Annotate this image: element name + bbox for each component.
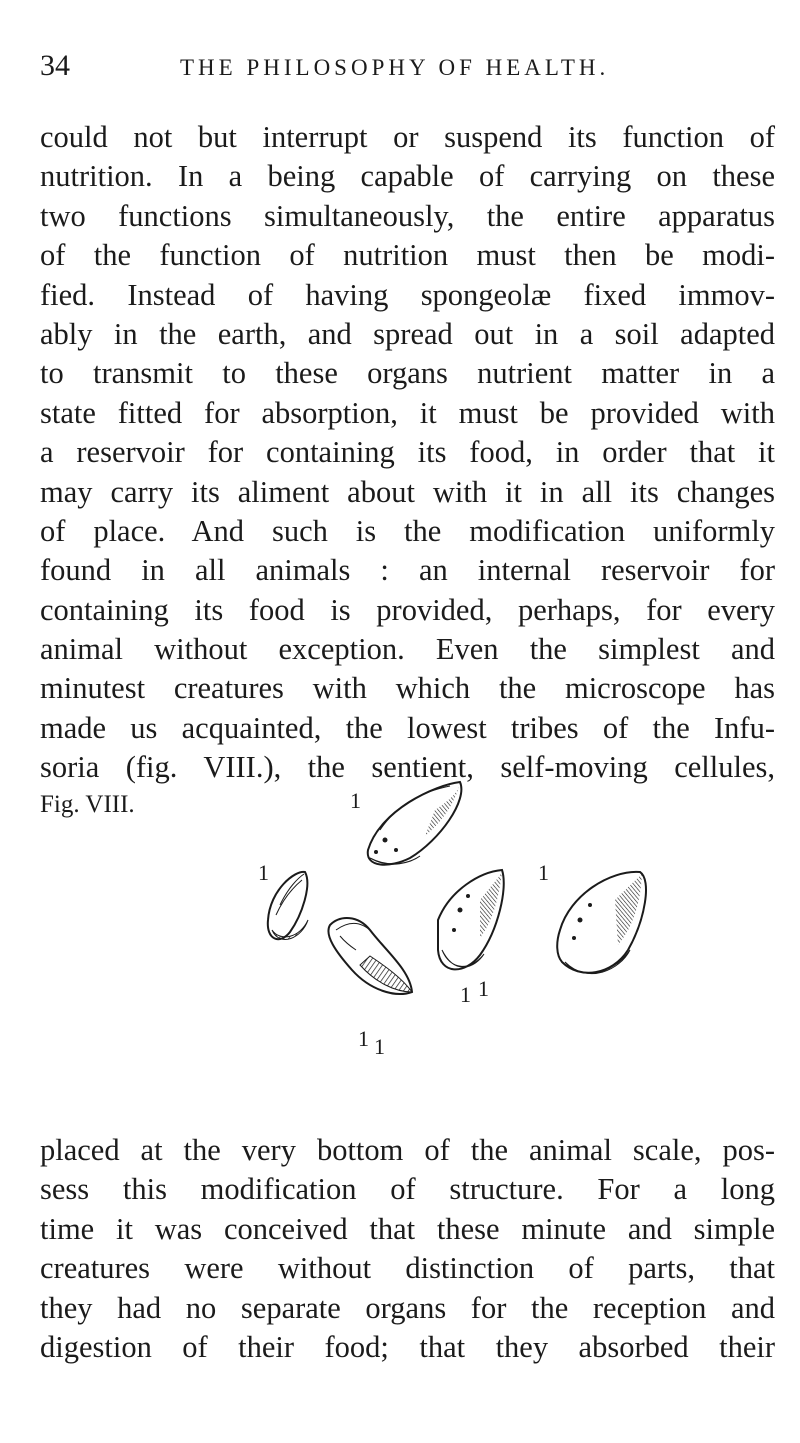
figure-numeral: 1 — [538, 860, 549, 885]
text-line: may carry its aliment about with it in all its changes — [40, 474, 775, 509]
figure-numeral: 1 — [460, 982, 471, 1007]
figure-numeral: 1 — [258, 860, 269, 885]
paragraph-bottom — [40, 1131, 775, 1367]
running-title: THE PHILOSOPHY OF HEALTH. — [180, 55, 610, 80]
paragraph-top — [40, 118, 775, 788]
text-line: found in all animals : an internal reservoir for — [40, 553, 775, 588]
infusoria-illustration — [40, 770, 775, 1130]
text-line: ably in the earth, and spread out in a soil adapted — [40, 316, 775, 351]
text-line: they had no separate organs for the reception and — [40, 1290, 775, 1325]
text-line: two functions simultaneously, the entire apparatus — [40, 198, 775, 233]
text-line: placed at the very bottom of the animal scale, pos- — [40, 1133, 775, 1167]
running-head — [40, 46, 775, 86]
text-line: sess this modification of structure. For a long — [40, 1172, 775, 1207]
text-line: soria (fig. VIII.), the sentient, self-moving cellules, — [40, 750, 775, 785]
text-line: creatures were without distinction of parts, that — [40, 1251, 775, 1286]
text-line: animal without exception. Even the simplest and — [40, 632, 775, 667]
figure-label: Fig. VIII. — [40, 791, 135, 818]
figure-numeral: 1 — [350, 788, 361, 813]
figure-numeral: 1 — [374, 1034, 385, 1059]
text-line: state fitted for absorption, it must be provided with — [40, 395, 775, 430]
text-line: of place. And such is the modification uniformly — [40, 513, 775, 548]
text-line: to transmit to these organs nutrient matter in a — [40, 356, 775, 391]
text-line: digestion of their food; that they absorbed their — [40, 1329, 775, 1364]
text-line: of the function of nutrition must then be modi- — [40, 238, 775, 273]
text-line: minutest creatures with which the microscope has — [40, 671, 775, 706]
infusorium-right — [557, 872, 646, 974]
text-line: fied. Instead of having spongeolæ fixed immov- — [40, 277, 775, 312]
page-number: 34 — [40, 49, 70, 82]
infusorium-bottom — [328, 918, 412, 994]
text-line: time it was conceived that these minute and simple — [40, 1211, 775, 1246]
text-line: could not but interrupt or suspend its function of — [40, 120, 775, 154]
infusorium-middle — [438, 870, 504, 969]
figure-numeral: 1 — [358, 1026, 369, 1051]
infusorium-top — [368, 782, 462, 865]
figure-infusoria — [40, 770, 775, 1130]
text-line: containing its food is provided, perhaps, for every — [40, 592, 775, 627]
infusorium-left — [268, 872, 308, 940]
text-line: a reservoir for containing its food, in order that it — [40, 435, 775, 470]
text-line: nutrition. In a being capable of carrying on these — [40, 159, 775, 194]
text-line: made us acquainted, the lowest tribes of the Infu- — [40, 710, 775, 745]
figure-numeral: 1 — [478, 976, 489, 1001]
